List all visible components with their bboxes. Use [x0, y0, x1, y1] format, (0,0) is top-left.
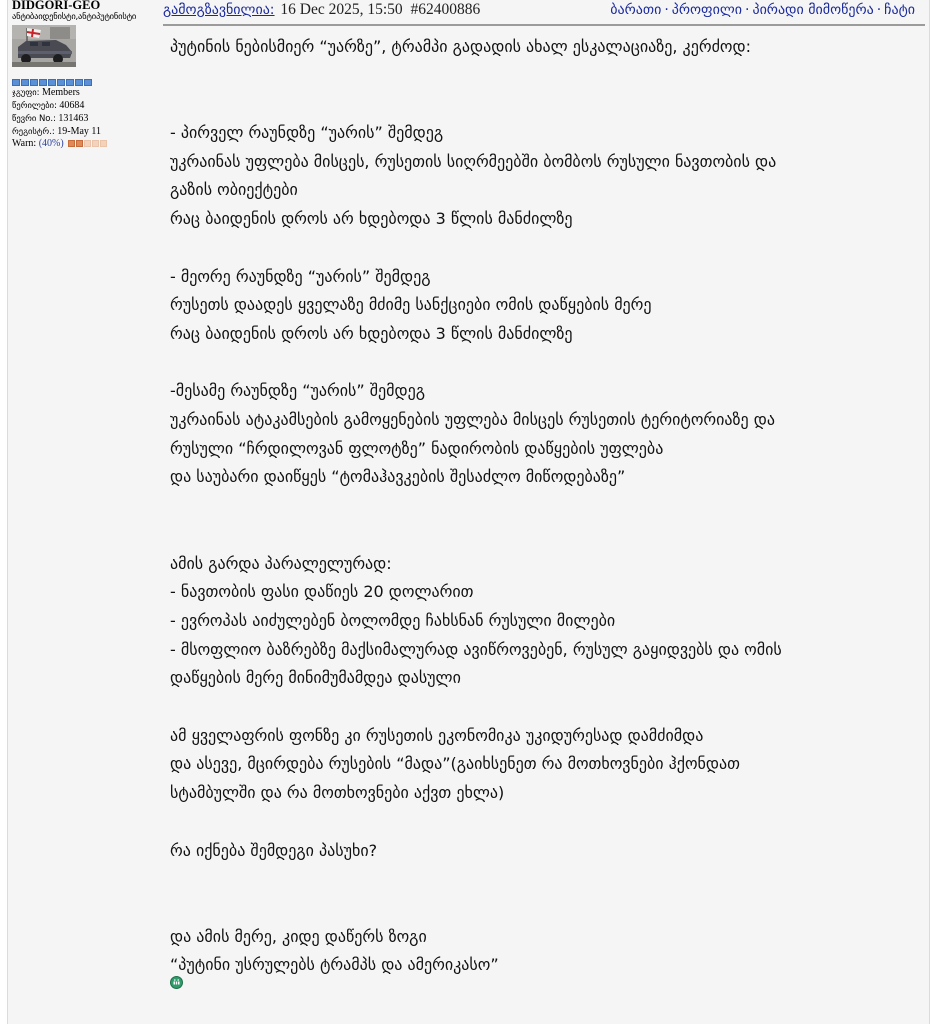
- post-text-line: - ევროპას აიძულებენ ბოლომდე ჩახსნან რუსული მილები: [170, 610, 616, 630]
- user-member-no: [12, 113, 88, 125]
- post-text-line: რუსეთს დაადეს ყველაზე მძიმე სანქციები ომის დაწყების მერე: [170, 295, 652, 315]
- warn-box-empty-icon: [100, 140, 107, 147]
- warn-box-filled-icon: [68, 140, 75, 147]
- post-text-line: - ნავთობის ფასი დაწიეს 20 დოლარით: [170, 582, 474, 602]
- post-text-line: - პირველ რაუნდზე “უარის” შემდეგ: [170, 123, 444, 143]
- avatar-armored-vehicle-icon: [12, 25, 76, 67]
- rank-pip-icon: [30, 79, 38, 86]
- post-text-line: [170, 492, 920, 521]
- post-body: [170, 33, 920, 980]
- post-text-line: [170, 894, 920, 923]
- chat-link[interactable]: ჩატი: [884, 2, 915, 18]
- post-text-line: და საუბარი დაიწყეს “ტომაჰავკების შესაძლო მიწოდებაზე”: [170, 467, 626, 487]
- separator: ·: [876, 2, 882, 18]
- post-text-line: სტამბულში და რა მოთხოვნები აქვთ ეხლა): [170, 783, 505, 803]
- post-text-line: “პუტინი უსრულებს ტრამპს და ამერიკასო”: [170, 955, 499, 975]
- post-text-line: დაწყების მერე მინიმუმამდეა დასული: [170, 668, 461, 688]
- grin-smiley-icon: [170, 976, 183, 989]
- username-link[interactable]: DIDGORI-GEO: [12, 0, 101, 12]
- post-text-line: [170, 62, 920, 91]
- post-text-line: [170, 521, 920, 550]
- rank-pip-icon: [84, 79, 92, 86]
- post-text-line: [170, 693, 920, 722]
- rank-pip-icon: [12, 79, 20, 86]
- post-text-line: და ასევე, მცირდება რუსების “მადა”(გაიხსენეთ რა მოთხოვნები ჰქონდათ: [170, 754, 740, 774]
- posts-label: წერილები:: [12, 101, 57, 111]
- post-header: [163, 0, 925, 26]
- user-warn: [12, 138, 107, 150]
- rank-pip-icon: [57, 79, 65, 86]
- post-text-line: და ამის მერე, კიდე დაწერს ზოგი: [170, 926, 427, 946]
- rank-pip-icon: [21, 79, 29, 86]
- user-info-panel: [8, 0, 160, 1024]
- member-no-label: წევრი No.:: [12, 114, 56, 124]
- rank-pip-icon: [75, 79, 83, 86]
- post-text-line: - მეორე რაუნდზე “უარის” შემდეგ: [170, 266, 431, 286]
- post-content-panel: [160, 0, 928, 1024]
- post-text-line: რუსული “ჩრდილოვან ფლოტზე” ნადირობის დაწყების უფლება: [170, 438, 664, 458]
- post-text-line: [170, 349, 920, 378]
- post-text-line: ამის გარდა პარალელურად:: [170, 553, 392, 573]
- user-title: ანტიბაიდენისტი,ანტიპუტინისტი: [12, 12, 137, 22]
- warn-box-filled-icon: [76, 140, 83, 147]
- user-group: [12, 87, 80, 99]
- card-link[interactable]: ბარათი: [610, 2, 662, 18]
- posts-value: 40684: [59, 100, 85, 111]
- user-registered: [12, 126, 101, 138]
- forum-post: [7, 0, 930, 1024]
- rank-pips: [12, 79, 92, 86]
- private-message-link[interactable]: პირადი მიმოწერა: [752, 2, 874, 18]
- post-text-line: რა იქნება შემდეგი პასუხი?: [170, 840, 378, 860]
- rank-pip-icon: [39, 79, 47, 86]
- separator: ·: [664, 2, 669, 18]
- post-text-line: - მსოფლიო ბაზრებზე მაქსიმალურად ავიწროვებენ, რუსულ გაყიდვებს და ომის: [170, 639, 782, 659]
- post-text-line: ამ ყველაფრის ფონზე კი რუსეთის ეკონომიკა უკიდურესად დამძიმდა: [170, 725, 704, 745]
- registered-label: რეგისტრ.:: [12, 127, 55, 137]
- member-no-value: 131463: [58, 113, 89, 124]
- rank-pip-icon: [48, 79, 56, 86]
- rank-pip-icon: [66, 79, 74, 86]
- user-action-links: [610, 0, 915, 20]
- warn-box-empty-icon: [92, 140, 99, 147]
- post-text-line: [170, 90, 920, 119]
- post-text-line: [170, 865, 920, 894]
- post-number-link[interactable]: #62400886: [410, 1, 481, 18]
- warn-box-empty-icon: [84, 140, 91, 147]
- group-label: ჯგუფი:: [12, 88, 40, 98]
- post-text-line: უკრაინას უფლება მისცეს, რუსეთის სიღრმეებში ბომბოს რუსული ნავთობის და: [170, 151, 777, 171]
- user-posts: [12, 100, 84, 112]
- warn-percent-link[interactable]: (40%): [38, 138, 64, 149]
- post-text-line: -მესამე რაუნდზე “უარის” შემდეგ: [170, 381, 425, 401]
- post-text-line: გაზის ობიექტები: [170, 180, 298, 200]
- post-text-line: [170, 808, 920, 837]
- posted-link[interactable]: გამოგზავნილია:: [163, 2, 275, 18]
- registered-value: 19-May 11: [57, 126, 102, 137]
- post-date: 16 Dec 2025, 15:50: [280, 1, 403, 18]
- post-text-line: რაც ბაიდენის დროს არ ხდებოდა 3 წლის მანძილზე: [170, 323, 573, 343]
- avatar[interactable]: [12, 25, 76, 67]
- profile-link[interactable]: პროფილი: [671, 2, 742, 18]
- group-value: Members: [42, 87, 80, 98]
- post-text-line: [170, 234, 920, 263]
- warn-label: Warn:: [12, 138, 37, 149]
- separator: ·: [745, 2, 750, 18]
- post-text-line: პუტინის ნებისმიერ “უარზე”, ტრამპი გადადის ახალ ესკალაციაზე, კერძოდ:: [170, 37, 751, 56]
- post-text-line: რაც ბაიდენის დროს არ ხდებოდა 3 წლის მანძილზე: [170, 209, 573, 229]
- post-text-line: უკრაინას ატაკამსების გამოყენების უფლება მისცეს რუსეთის ტერიტორიაზე და: [170, 410, 775, 430]
- warn-level-indicator: [68, 140, 107, 147]
